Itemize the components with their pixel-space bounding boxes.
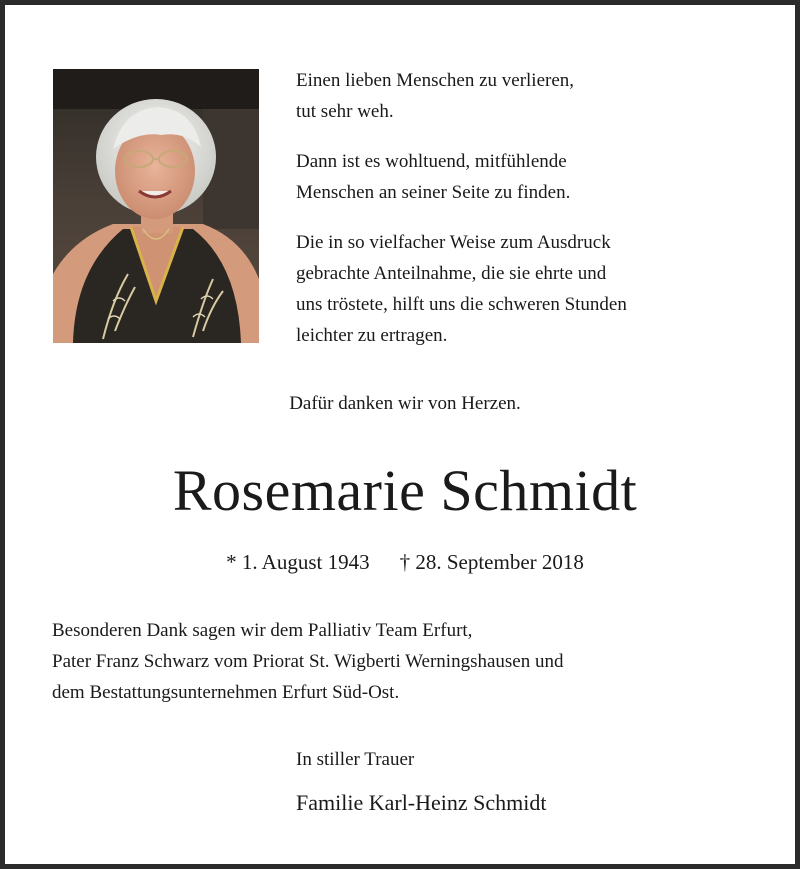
birth-date: * 1. August 1943 bbox=[226, 550, 370, 574]
family-signature: Familie Karl-Heinz Schmidt bbox=[296, 790, 547, 815]
poem-line: tut sehr weh. bbox=[296, 101, 394, 122]
deceased-name: Rosemarie Schmidt bbox=[172, 458, 638, 523]
death-date: † 28. September 2018 bbox=[399, 550, 584, 574]
portrait-photo bbox=[53, 69, 259, 343]
special-thanks bbox=[52, 615, 772, 708]
poem-line: Menschen an seiner Seite zu finden. bbox=[296, 182, 571, 203]
poem bbox=[296, 65, 766, 370]
poem-stanza bbox=[296, 146, 766, 208]
special-thanks-line: Pater Franz Schwarz vom Priorat St. Wigberti Werningshausen und bbox=[52, 651, 564, 672]
mourning-line: In stiller Trauer bbox=[296, 749, 415, 770]
poem-stanza bbox=[296, 65, 766, 127]
special-thanks-line: Besonderen Dank sagen wir dem Palliativ Team Erfurt, bbox=[52, 620, 473, 641]
thanks-line: Dafür danken wir von Herzen. bbox=[289, 393, 521, 414]
poem-line: gebrachte Anteilnahme, die sie ehrte und bbox=[296, 263, 607, 284]
poem-line: Dann ist es wohltuend, mitfühlende bbox=[296, 151, 567, 172]
poem-line: leichter zu ertragen. bbox=[296, 325, 448, 346]
special-thanks-line: dem Bestattungsunternehmen Erfurt Süd-Ost. bbox=[52, 682, 400, 703]
poem-stanza bbox=[296, 227, 766, 351]
poem-line: Die in so vielfacher Weise zum Ausdruck bbox=[296, 232, 611, 253]
poem-line: Einen lieben Menschen zu verlieren, bbox=[296, 70, 575, 91]
life-dates bbox=[5, 550, 800, 575]
poem-line: uns tröstete, hilft uns die schweren Stunden bbox=[296, 294, 627, 315]
